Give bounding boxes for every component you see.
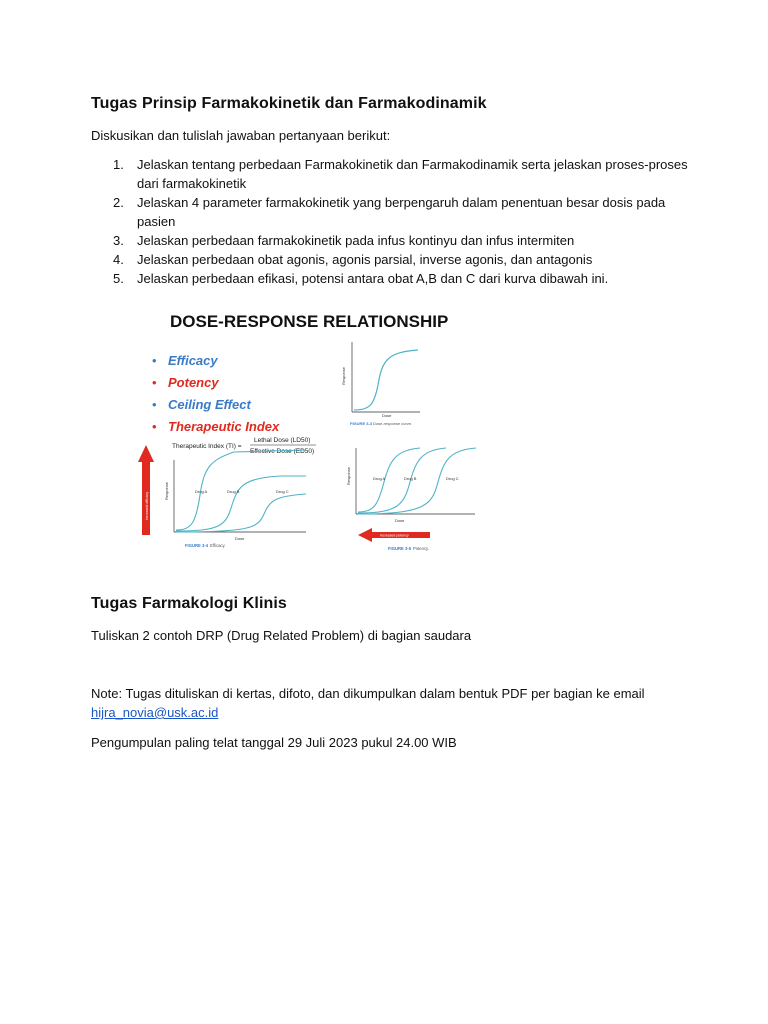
svg-text:Drug A: Drug A: [195, 489, 208, 494]
curve-drug-c: [176, 494, 306, 532]
svg-text:FIGURE 3-5: FIGURE 3-5: [388, 546, 412, 551]
bullet-ceiling-effect: Ceiling Effect: [168, 397, 251, 412]
bullet-dot-icon: •: [152, 419, 157, 434]
ti-formula-denominator: Effective Dose (ED50): [250, 448, 315, 455]
deadline-text: Pengumpulan paling telat tanggal 29 Juli 2023 pukul 24.00 WIB: [91, 735, 457, 750]
figure-3-5: [346, 448, 476, 551]
dose-response-curve: [354, 350, 418, 410]
svg-text:FIGURE 3-4: FIGURE 3-4: [185, 543, 209, 548]
svg-text:Dose: Dose: [395, 518, 405, 523]
figure-bullets: [152, 353, 280, 434]
note-text: Note: Tugas dituliskan di kertas, difoto, dan dikumpulkan dalam bentuk PDF per bagian ke email: [91, 686, 645, 701]
section2-title: Tugas Farmakologi Klinis: [91, 595, 287, 612]
svg-text:Drug C: Drug C: [276, 489, 289, 494]
note-paragraph: [91, 684, 691, 722]
list-item: 5. Jelaskan perbedaan efikasi, potensi antara obat A,B dan C dari kurva dibawah ini.: [113, 271, 609, 286]
ti-formula-left: Therapeutic Index (TI) =: [172, 443, 242, 450]
list-item: 1. Jelaskan tentang perbedaan Farmakokinetik dan Farmakodinamik serta jelaskan proses-proses dari farmakokinetik: [113, 157, 688, 191]
bullet-dot-icon: •: [152, 375, 157, 390]
section2-body: Tuliskan 2 contoh DRP (Drug Related Problem) di bagian saudara: [91, 628, 472, 643]
bullet-dot-icon: •: [152, 397, 157, 412]
figure-title: DOSE-RESPONSE RELATIONSHIP: [170, 312, 449, 331]
section1-intro: Diskusikan dan tulislah jawaban pertanyaan berikut:: [91, 128, 391, 143]
curve-drug-b: [176, 476, 306, 531]
curve-drug-b: [358, 448, 446, 513]
list-item: 4. Jelaskan perbedaan obat agonis, agonis parsial, inverse agonis, dan antagonis: [113, 252, 593, 267]
svg-text:Dose: Dose: [382, 413, 392, 418]
svg-text:FIGURE 3-3: FIGURE 3-3: [350, 421, 373, 426]
svg-text:Response: Response: [341, 366, 346, 385]
svg-text:Drug A: Drug A: [373, 476, 386, 481]
figure-3-3: [341, 342, 420, 426]
svg-text:Potency.: Potency.: [413, 546, 429, 551]
section1-title: Tugas Prinsip Farmakokinetik dan Farmakodinamik: [91, 95, 487, 112]
svg-text:Response: Response: [346, 466, 351, 485]
list-item: 2. Jelaskan 4 parameter farmakokinetik yang berpengaruh dalam penentuan besar dosis pada pasien: [113, 195, 666, 229]
bullet-therapeutic-index: Therapeutic Index: [168, 419, 280, 434]
dose-response-figure: [130, 300, 490, 560]
email-link[interactable]: hijra_novia@usk.ac.id: [91, 705, 219, 720]
svg-text:Drug C: Drug C: [446, 476, 459, 481]
svg-text:Efficacy.: Efficacy.: [210, 543, 226, 548]
svg-text:Response: Response: [164, 481, 169, 500]
svg-text:Dose-response curve.: Dose-response curve.: [373, 421, 413, 426]
list-item: 3. Jelaskan perbedaan farmakokinetik pada infus kontinyu dan infus intermiten: [113, 233, 575, 248]
bullet-efficacy: Efficacy: [168, 353, 218, 368]
question-list: [91, 155, 691, 288]
svg-text:Dose: Dose: [235, 536, 245, 541]
figure-3-4: [138, 445, 306, 548]
svg-text:Increased potency: Increased potency: [380, 533, 409, 538]
svg-text:Drug B: Drug B: [227, 489, 240, 494]
ti-formula-numerator: Lethal Dose (LD50): [254, 437, 311, 444]
svg-text:Increased efficacy: Increased efficacy: [145, 491, 149, 520]
svg-text:Drug B: Drug B: [404, 476, 417, 481]
bullet-dot-icon: •: [152, 353, 157, 368]
increased-efficacy-arrow-icon: [138, 445, 154, 535]
bullet-potency: Potency: [168, 375, 219, 390]
